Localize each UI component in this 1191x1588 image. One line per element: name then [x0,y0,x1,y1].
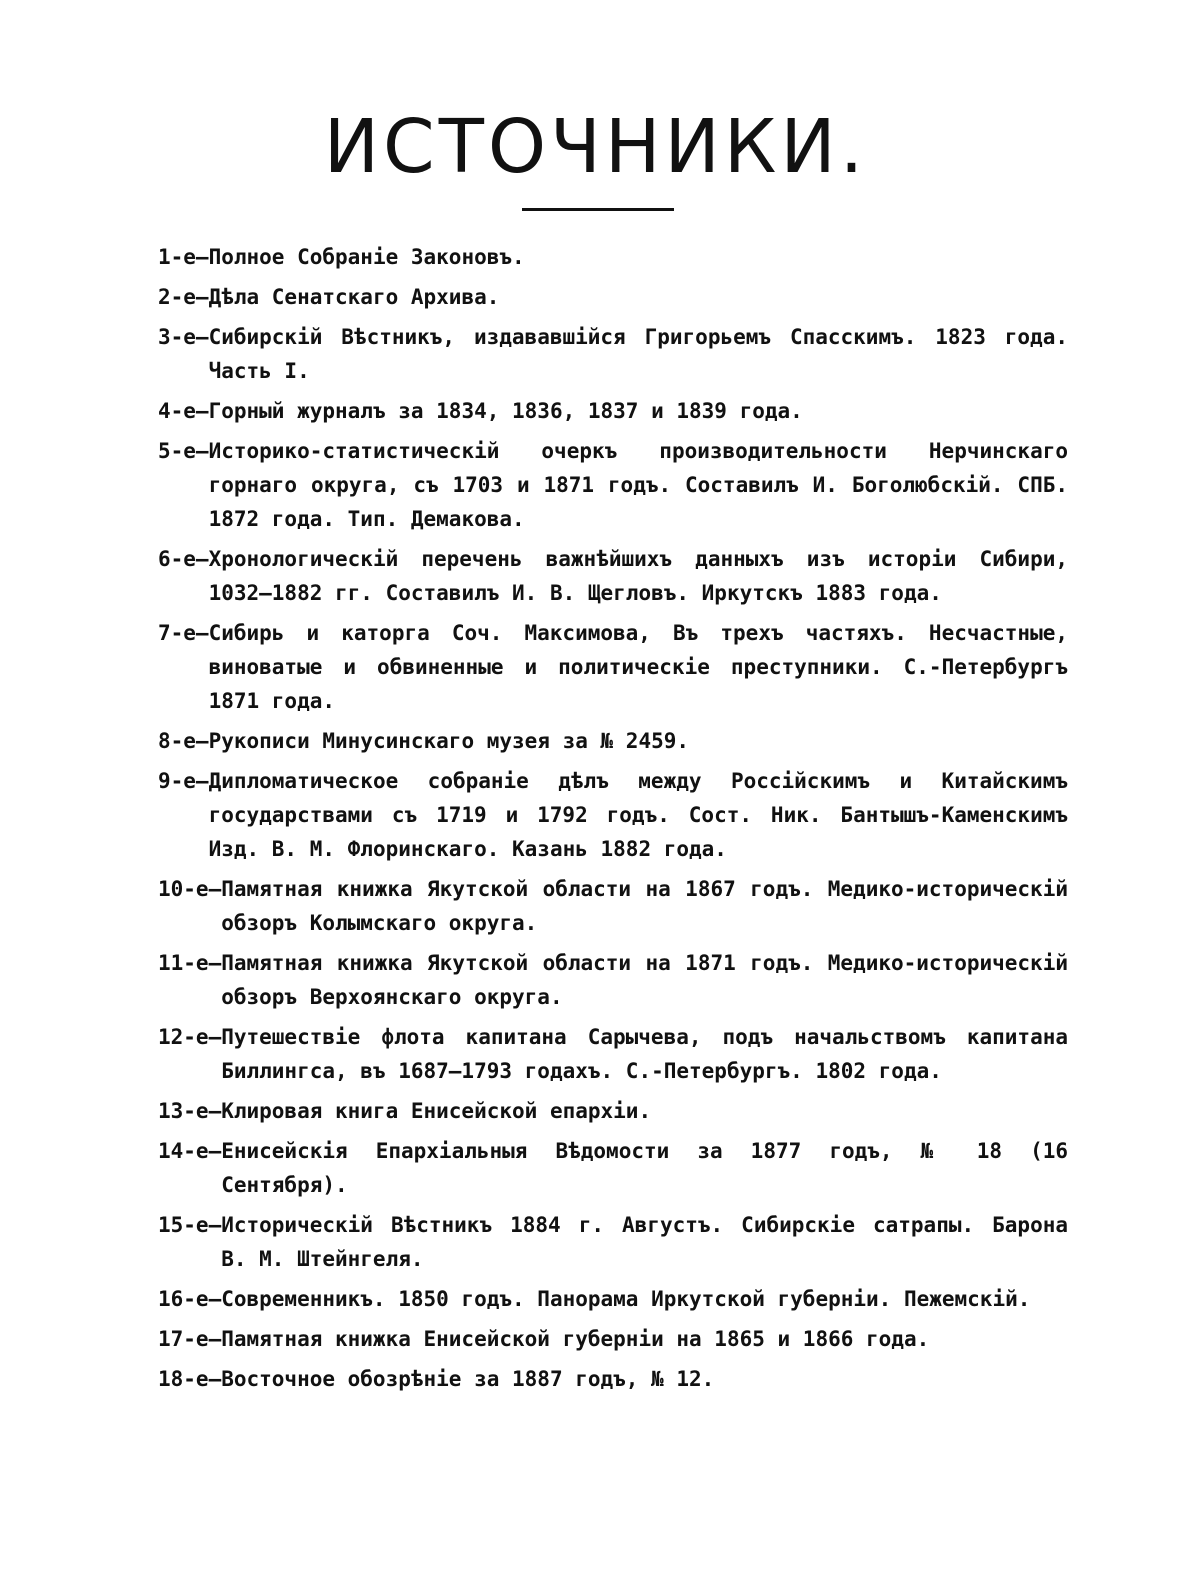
entry-text: Дипломатическое собраніе дѣлъ между Россійскимъ и Китайскимъ государствами съ 1719 и 1792 годъ. Сост. Ник. Бантышъ-Каменскимъ Изд. В. М. Флоринскаго. Казань 1882 года. [208,769,1068,861]
entry-text: Клировая книга Енисейской епархіи. [221,1099,652,1123]
entry-text: Восточное обозрѣніе за 1887 годъ, № 12. [221,1367,715,1391]
entry-number: 16-е— [158,1287,222,1311]
entry-number: 17-е— [158,1327,222,1351]
entry-text: Полное Собраніе Законовъ. [208,245,525,269]
entry-number: 12-е— [158,1025,222,1049]
source-entry [158,764,1068,866]
source-entry [158,1362,1068,1396]
entry-number: 3-е— [158,325,209,349]
source-entry [158,394,1068,428]
entry-text: Рукописи Минусинскаго музея за № 2459. [208,729,690,753]
entry-text: Горный журналъ за 1834, 1836, 1837 и 1839 года. [208,399,803,423]
entry-number: 14-е— [158,1139,222,1163]
source-entry [158,616,1068,718]
entry-text: Хронологическій перечень важнѣйшихъ данныхъ изъ исторіи Сибири, 1032—1882 гг. Составилъ И. В. Щегловъ. Иркутскъ 1883 года. [208,547,1068,605]
source-entry [158,240,1068,274]
entry-number: 5-е— [158,439,209,463]
entry-text: Современникъ. 1850 годъ. Панорама Иркутской губерніи. Пежемскій. [221,1287,1031,1311]
source-entry [158,946,1068,1014]
source-entry [158,542,1068,610]
entry-text: Сибирскій Вѣстникъ, издававшійся Григорьемъ Спасскимъ. 1823 года. Часть I. [208,325,1068,383]
page-title: ИСТОЧНИКИ. [323,104,868,190]
entry-number: 15-е— [158,1213,222,1237]
entry-text: Путешествіе флота капитана Сарычева, подъ начальствомъ капитана Биллингса, въ 1687—1793 годахъ. С.-Петербургъ. 1802 года. [221,1025,1068,1083]
title-divider [522,208,674,211]
entry-number: 2-е— [158,285,209,309]
entry-number: 18-е— [158,1367,222,1391]
source-entry [158,1208,1068,1276]
entry-number: 6-е— [158,547,209,571]
entry-number: 9-е— [158,769,209,793]
entry-number: 8-е— [158,729,209,753]
entry-number: 13-е— [158,1099,222,1123]
source-entry [158,872,1068,940]
entry-number: 10-е— [158,877,222,901]
source-entry [158,1134,1068,1202]
entry-text: Памятная книжка Якутской области на 1871 годъ. Медико-историческій обзоръ Верхоянскаго округа. [221,951,1068,1009]
entry-text: Памятная книжка Енисейской губерніи на 1865 и 1866 года. [221,1327,930,1351]
entry-text: Сибирь и каторга Соч. Максимова, Въ трехъ частяхъ. Несчастные, виноватые и обвиненные и политическіе преступники. С.-Петербургъ 1871 года. [208,621,1068,713]
entry-number: 4-е— [158,399,209,423]
entry-number: 7-е— [158,621,209,645]
entry-number: 1-е— [158,245,209,269]
source-entry [158,1020,1068,1088]
source-entry [158,1322,1068,1356]
entry-number: 11-е— [158,951,222,975]
entry-text: Историко-статистическій очеркъ производительности Нерчинскаго горнаго округа, съ 1703 и 1871 годъ. Составилъ И. Боголюбскій. СПБ. 1872 года. Тип. Демакова. [208,439,1068,531]
entry-text: Дѣла Сенатскаго Архива. [208,285,500,309]
sources-list [158,240,1068,1402]
entry-text: Енисейскія Епархіальныя Вѣдомости за 1877 годъ, № 18 (16 Сентября). [221,1139,1068,1197]
source-entry [158,724,1068,758]
source-entry [158,1282,1068,1316]
source-entry [158,280,1068,314]
entry-text: Памятная книжка Якутской области на 1867 годъ. Медико-историческій обзоръ Колымскаго округа. [221,877,1068,935]
source-entry [158,1094,1068,1128]
source-entry [158,320,1068,388]
source-entry [158,434,1068,536]
entry-text: Историческій Вѣстникъ 1884 г. Августъ. Сибирскіе сатрапы. Барона В. М. Штейнгеля. [221,1213,1068,1271]
